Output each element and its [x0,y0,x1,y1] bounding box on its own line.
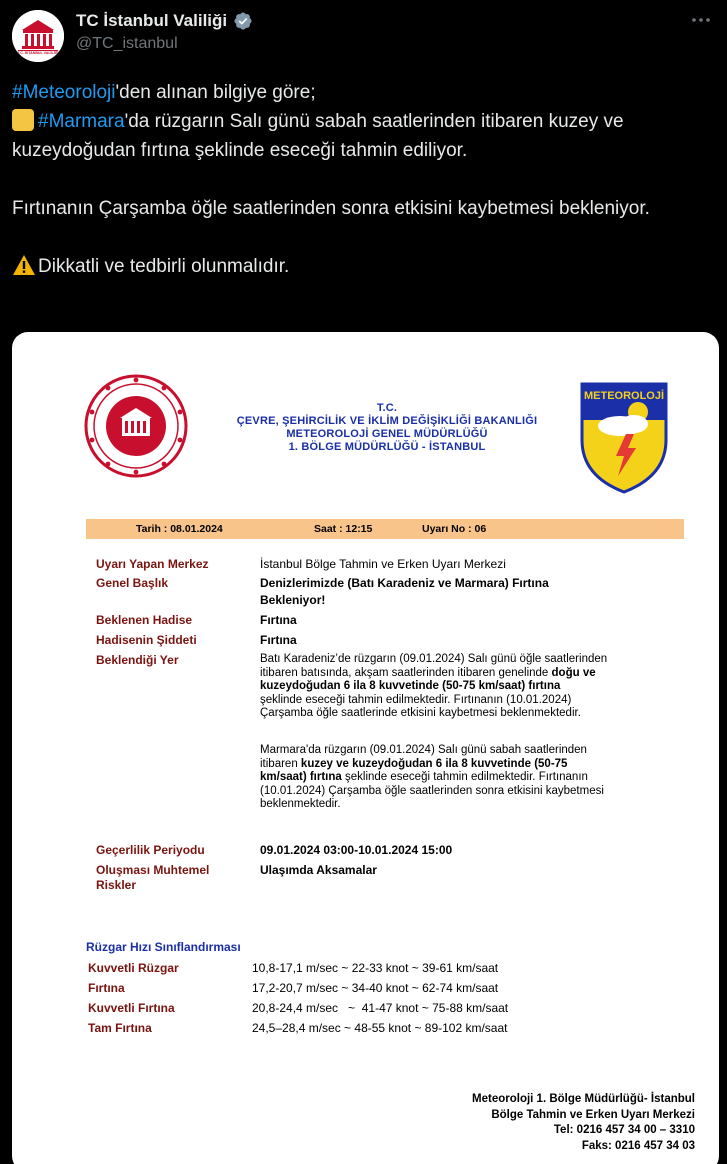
ministry-header [182,402,592,454]
meteo-logo-text: METEOROLOJİ [583,390,665,402]
marmara-line-4: (10.01.2024) Çarşamba öğle saatlerinden sonra etkisini kaybetmesi [260,784,604,797]
tweet-para-3 [12,252,712,281]
center-value: İstanbul Bölge Tahmin ve Erken Uyarı Merkezi [260,557,506,571]
avatar-caption: T.C. İSTANBUL VALİLİĞİ [17,51,59,55]
marmara-paragraph [260,744,690,812]
warning-emoji-icon [12,254,36,276]
tweet-line-1 [12,78,712,107]
header-line-1: T.C. [376,402,398,414]
meteoroloji-logo-icon [578,380,670,494]
marmara-line-1: Marmara'da rüzgarın (09.01.2024) Salı günü sabah saatlerinden [260,744,587,756]
tweet-para-2: Fırtınanın Çarşamba öğle saatlerinden sonra etkisini kaybetmesi bekleniyor. [12,198,650,219]
tweet-media-image[interactable] [12,332,719,1164]
risks-value: Ulaşımda Aksamalar [260,863,377,877]
wind-row-value: 24,5–28,4 m/sec ~ 48-55 knot ~ 89-102 km/saat [252,1021,508,1035]
title-label: Genel Başlık [96,576,169,590]
hashtag-meteoroloji[interactable]: #Meteoroloji [12,82,116,103]
wind-row-name: Kuvvetli Rüzgar [88,961,179,975]
header-line-4: 1. BÖLGE MÜDÜRLÜĞÜ - İSTANBUL [288,441,486,453]
center-label: Uyarı Yapan Merkez [96,557,209,571]
tweet-line-1-text: 'den alınan bilgiye göre; [115,82,316,103]
handle[interactable]: @TC_istanbul [76,35,178,52]
title-value-2: Bekleniyor! [260,593,326,607]
karadeniz-paragraph [260,653,690,721]
severity-value: Fırtına [260,633,297,647]
severity-label: Hadisenin Şiddeti [96,633,197,647]
avatar[interactable] [12,10,64,62]
wind-row-value: 20,8-24,4 m/sec ~ 41-47 knot ~ 75-88 km/saat [252,1001,509,1015]
tweet-para-3-text: Dikkatli ve tedbirli olunmalıdır. [38,256,290,277]
karadeniz-line-3: kuzeydoğudan 6 ila 8 kuvvetinde (50-75 km/saat) fırtına [260,680,561,693]
tweet-line-2-text: 'da rüzgarın Salı günü sabah saatlerinden itibaren kuzey ve kuzeydoğudan fırtına şeklinde eseceği tahmin ediliyor. [12,111,624,161]
karadeniz-line-5: Çarşamba öğle saatlerinde etkisini kaybetmesi beklenmektedir. [260,707,581,720]
event-label: Beklenen Hadise [96,613,193,627]
more-dots-icon[interactable] [689,8,713,32]
footer-line-1: Meteoroloji 1. Bölge Müdürlüğü- İstanbul [472,1093,695,1105]
info-bar [86,519,684,539]
hashtag-marmara[interactable]: #Marmara [38,111,125,132]
marmara-line-2: itibaren kuzey ve kuzeydoğudan 6 ila 8 kuvvetinde (50-75 [260,757,568,770]
wind-row-name: Tam Fırtına [88,1021,152,1035]
marmara-line-3: km/saat) fırtına şeklinde eseceği tahmin edilmektedir. Fırtınanın [260,771,588,784]
risks-label-1: Oluşması Muhtemel [96,863,210,877]
warning-no-label: Uyarı No : 06 [422,523,487,535]
title-value-1: Denizlerimizde (Batı Karadeniz ve Marmara) Fırtına [260,576,549,590]
wind-row-name: Fırtına [88,981,125,995]
ministry-seal-icon [84,374,188,478]
header-line-2: ÇEVRE, ŞEHİRCİLİK VE İKLİM DEĞİŞİKLİĞİ BAKANLIĞI [236,415,538,427]
karadeniz-line-1: Batı Karadeniz’de rüzgarın (09.01.2024) Salı günü öğle saatlerinden [260,653,608,665]
wind-row-name: Kuvvetli Fırtına [88,1001,175,1015]
validity-label: Geçerlilik Periyodu [96,843,205,857]
header-line-3: METEOROLOJİ GENEL MÜDÜRLÜĞÜ [286,428,488,440]
time-label: Saat : 12:15 [314,523,373,535]
marmara-line-5: beklenmektedir. [260,798,341,811]
display-name[interactable]: TC İstanbul Valiliği [76,11,228,30]
footer-line-2: Bölge Tahmin ve Erken Uyarı Merkezi [491,1108,695,1121]
warning-document [12,332,719,1164]
wind-row-value: 10,8-17,1 m/sec ~ 22-33 knot ~ 39-61 km/saat [252,961,499,975]
contact-footer [472,1092,695,1154]
footer-line-3: Tel: 0216 457 34 00 – 3310 [553,1124,695,1136]
date-label: Tarih : 08.01.2024 [136,523,223,535]
footer-line-4: Faks: 0216 457 34 03 [581,1139,695,1152]
author-name-row [76,9,253,33]
validity-value: 09.01.2024 03:00-10.01.2024 15:00 [260,843,453,857]
event-value: Fırtına [260,613,297,627]
karadeniz-line-4: şeklinde eseceği tahmin edilmektedir. Fırtınanın (10.01.2024) [260,693,572,706]
yellow-square-emoji-icon [12,109,34,131]
risks-label-2: Riskler [96,878,137,892]
tweet-text [12,78,712,281]
verified-badge-icon [233,11,253,31]
wind-classification-title: Rüzgar Hızı Sınıflandırması [86,940,241,954]
tweet-line-2 [12,107,712,165]
location-label: Beklendiği Yer [96,653,179,667]
wind-row-value: 17,2-20,7 m/sec ~ 34-40 knot ~ 62-74 km/saat [252,981,499,995]
karadeniz-line-2: itibaren batısında, akşam saatlerinden itibaren genelinde doğu ve [260,666,596,679]
